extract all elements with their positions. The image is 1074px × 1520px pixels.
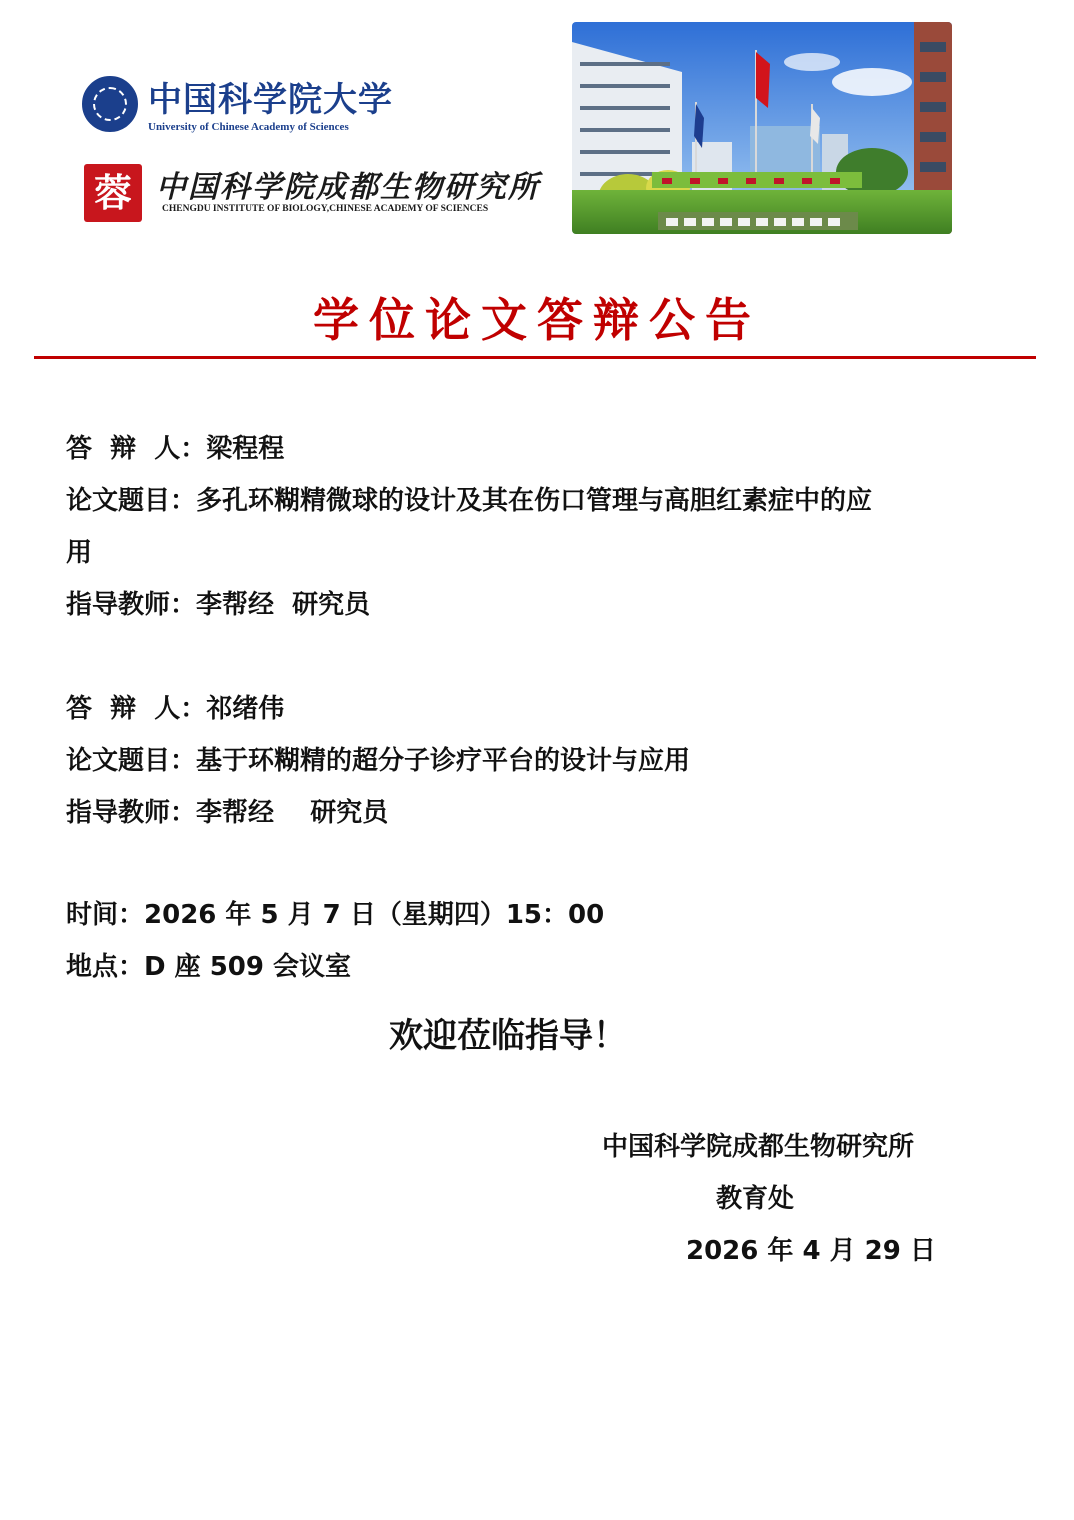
cib-logo-english: CHENGDU INSTITUTE OF BIOLOGY,CHINESE ACADEMY OF SCIENCES xyxy=(162,204,489,214)
title-divider xyxy=(34,356,1036,359)
place-value: D 座 509 会议室 xyxy=(144,952,352,982)
defense-2-defender-line xyxy=(66,688,284,725)
thesis-title: 基于环糊精的超分子诊疗平台的设计与应用 xyxy=(196,746,691,776)
advisor-name: 李帮经 研究员 xyxy=(196,590,371,620)
defense-1-thesis-continuation: 用 xyxy=(66,538,93,568)
ucas-logo-name: 中国科学院大学 xyxy=(148,80,393,120)
thesis-label: 论文题目： xyxy=(66,486,197,516)
defense-2-thesis-line xyxy=(66,740,690,777)
advisor-name: 李帮经 研究员 xyxy=(196,798,389,828)
signature-date: 2026 年 4 月 29 日 xyxy=(686,1236,936,1266)
advisor-label: 指导教师： xyxy=(66,590,197,620)
defender-name: 祁绪伟 xyxy=(206,694,285,724)
time-line xyxy=(66,894,604,931)
thesis-label: 论文题目： xyxy=(66,746,197,776)
cib-logo-name: 中国科学院成都生物研究所 xyxy=(156,170,540,205)
place-label: 地点： xyxy=(66,952,145,982)
place-line xyxy=(66,946,351,983)
defender-label: 答 辩 人： xyxy=(66,694,207,724)
announcement-title: 学位论文答辩公告 xyxy=(313,293,761,347)
defense-1-thesis-line xyxy=(66,480,872,517)
defense-1-advisor-line xyxy=(66,584,370,621)
cib-seal-icon: 蓉 xyxy=(84,164,142,222)
thesis-title: 多孔环糊精微球的设计及其在伤口管理与高胆红素症中的应 xyxy=(196,486,873,516)
welcome-message: 欢迎莅临指导！ xyxy=(389,1016,627,1056)
defense-2-advisor-line xyxy=(66,792,388,829)
defender-label: 答 辩 人： xyxy=(66,434,207,464)
ucas-logo-english: University of Chinese Academy of Sciences xyxy=(148,121,349,133)
time-value: 2026 年 5 月 7 日（星期四）15：00 xyxy=(144,900,605,930)
defense-1-defender-line xyxy=(66,428,284,465)
campus-photo xyxy=(572,22,952,234)
defender-name: 梁程程 xyxy=(206,434,285,464)
advisor-label: 指导教师： xyxy=(66,798,197,828)
ucas-emblem-icon xyxy=(82,76,138,132)
signature-institute: 中国科学院成都生物研究所 xyxy=(602,1132,915,1162)
signature-office: 教育处 xyxy=(716,1184,795,1214)
time-label: 时间： xyxy=(66,900,145,930)
